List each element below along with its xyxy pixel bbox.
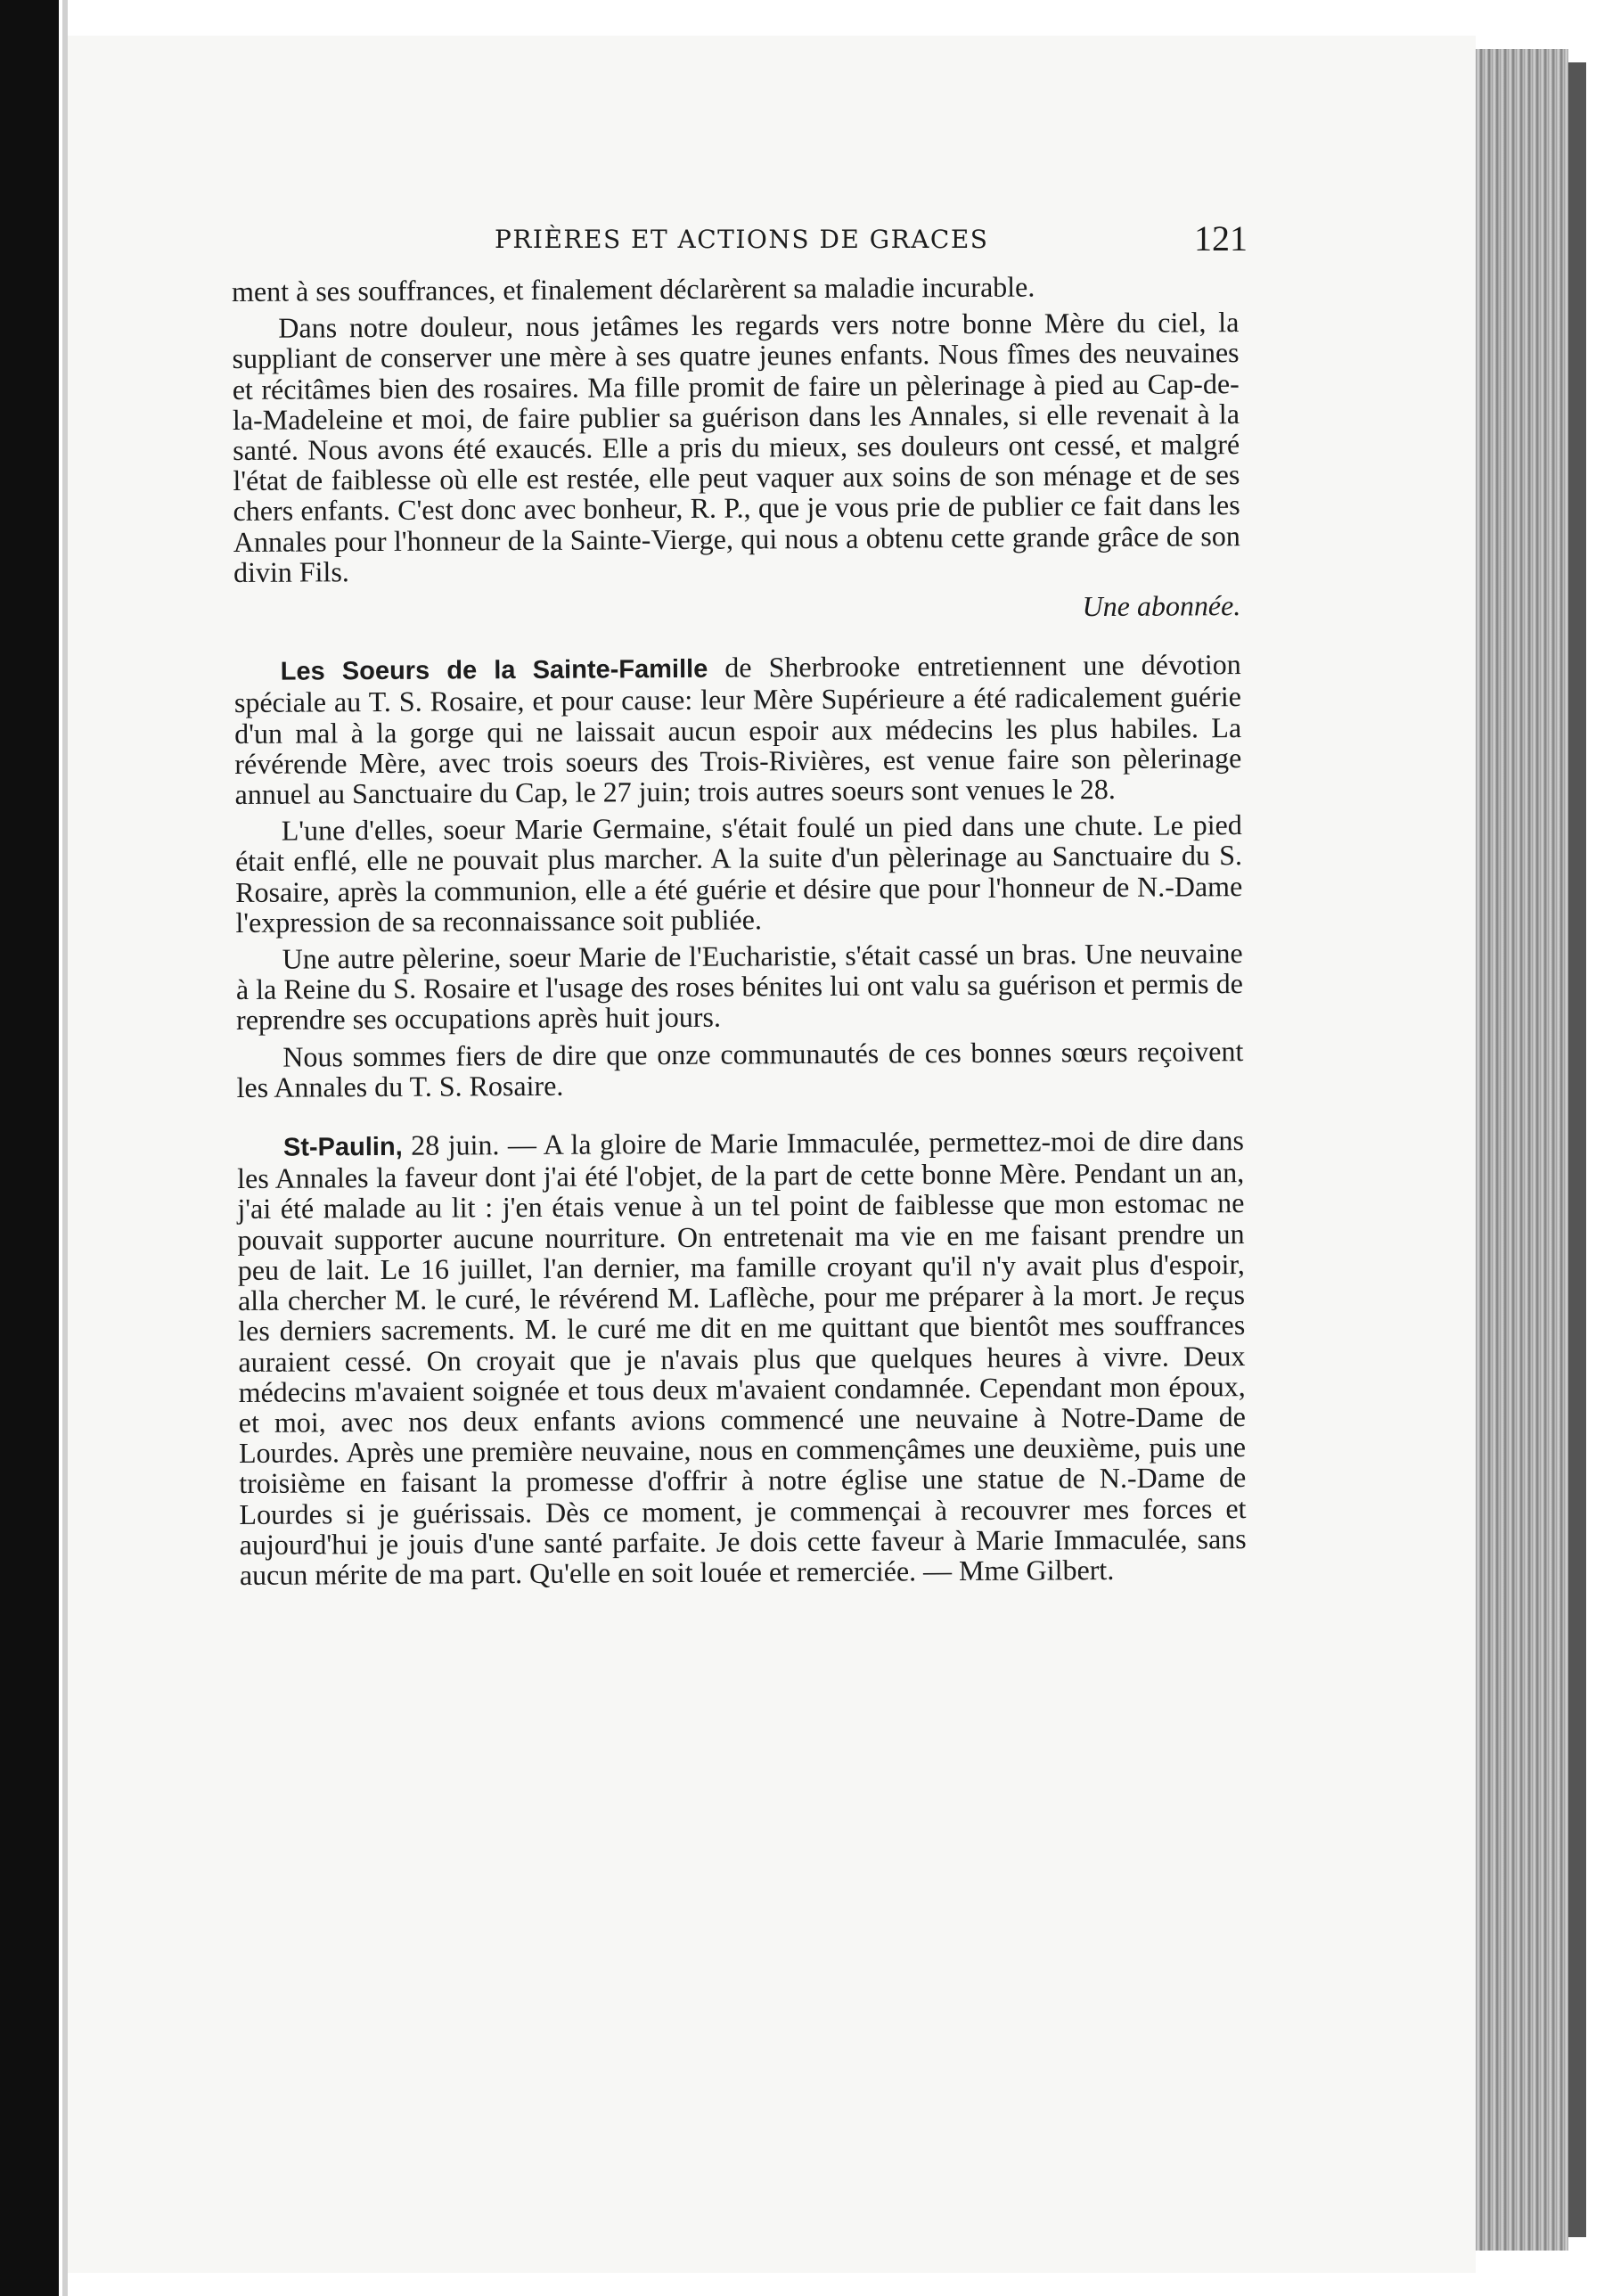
paragraph-st-paulin bbox=[237, 1125, 1247, 1590]
page-stack-shadow bbox=[1568, 62, 1586, 2237]
paragraph-text: de Sherbrooke entretiennent une dévotion spéciale au T. S. Rosaire, et pour cause: leur Mère Supérieure a été radicalement guérie d'un mal à la gorge qui ne laissait aucun espoir aux médecins les plus habiles. La révérende Mère, avec trois soeurs des Trois-Rivières, est venue faire son pèlerinage annuel au Sanctuaire du Cap, le 27 juin; trois autres soeurs sont venues le 28. bbox=[233, 648, 1242, 811]
page-stack-edge bbox=[1476, 49, 1568, 2251]
paragraph: Une autre pèlerine, soeur Marie de l'Eucharistie, s'était cassé un bras. Une neuvaine à la Reine du S. Rosaire et l'usage des roses bénites lui ont valu sa guérison et permis de reprendre ses occupations après huit jours. bbox=[235, 937, 1243, 1037]
paragraph-lead: St-Paulin, bbox=[282, 1132, 403, 1162]
paragraph-lead: Les Soeurs de la Sainte-Famille bbox=[280, 654, 708, 686]
paragraph-text: 28 juin. — A la gloire de Marie Immaculée, permettez-moi de dire dans les Annales la faveur dont j'ai été l'objet, de la part de cette bonne Mère. Pendant un an, j'ai été malade au lit : j'en étais venue à un tel point de faiblesse que mon estomac ne pouvait supporter aucune nourriture. On entretenait ma vie en me faisant prendre un peu de lait. Le 16 juillet, l'an dernier, ma famille croyant qu'il n'y avait plus d'espoir, alla chercher M. le curé, le révérend M. Laflèche, pour me préparer à la mort. Je reçus les derniers sacrements. M. le curé me dit en me quittant que bientôt mes souffrances auraient cessé. On croyait que je n'avais plus que quelques heures à vivre. Deux médecins m'avaient soignée et tous deux m'avaient condamnée. Cependant mon époux, et moi, avec nos deux enfants avions commencé une neuvaine à Notre-Dame de Lourdes. Après une première neuvaine, nous en commençâmes une deuxième, puis une troisième en faisant la promesse d'offrir à notre église une statue de N.-Dame de Lourdes si je guérissais. Dès ce moment, je commençai à recouvrer mes forces et aujourd'hui je jouis d'une santé parfaite. Je dois cette faveur à Marie Immaculée, sans aucun mérite de ma part. Qu'elle en soit louée et remerciée. — Mme Gilbert. bbox=[237, 1124, 1247, 1591]
paragraph-continuation: ment à ses souffrances, et finalement déclarèrent sa maladie incurable. bbox=[231, 270, 1035, 308]
paragraph: L'une d'elles, soeur Marie Germaine, s'était foulé un pied dans une chute. Le pied était enflé, elle ne pouvait plus marcher. A la suite d'un pèlerinage au Sanctuaire du S. Rosaire, après la communion, elle a été guérie et désire que pour l'honneur de N.-Dame l'expression de sa reconnaissance soit publiée. bbox=[234, 808, 1243, 939]
paragraph: Nous sommes fiers de dire que onze communautés de ces bonnes sœurs reçoivent les Annales du T. S. Rosaire. bbox=[236, 1034, 1244, 1103]
page-number: 121 bbox=[1194, 218, 1248, 258]
page-header bbox=[232, 218, 1248, 269]
paragraph-soeurs bbox=[234, 649, 1242, 809]
page-body bbox=[232, 270, 1247, 1596]
signature: Une abonnée. bbox=[1082, 589, 1241, 623]
paragraph: Dans notre douleur, nous jetâmes les regards vers notre bonne Mère du ciel, la suppliant de conserver une mère à ses quatre jeunes enfants. Nous fîmes des neuvaines et récitâmes bien des rosaires. Ma fille promit de faire un pèlerinage à pied au Cap-de-la-Madeleine et moi, de faire publier sa guérison dans les Annales, si elle revenait à la santé. Nous avons été exaucés. Elle a pris du mieux, ses douleurs ont cessé, et malgré l'état de faiblesse où elle est restée, elle peut vaquer aux soins de son ménage et de ses chers enfants. C'est donc avec bonheur, R. P., que je vous prie de publier ce fait dans les Annales pour l'honneur de la Sainte-Vierge, qui nous a obtenu cette grande grâce de son divin Fils. bbox=[232, 306, 1240, 588]
scan-gutter bbox=[0, 0, 59, 2296]
running-head: PRIÈRES ET ACTIONS DE GRACES bbox=[495, 225, 989, 254]
